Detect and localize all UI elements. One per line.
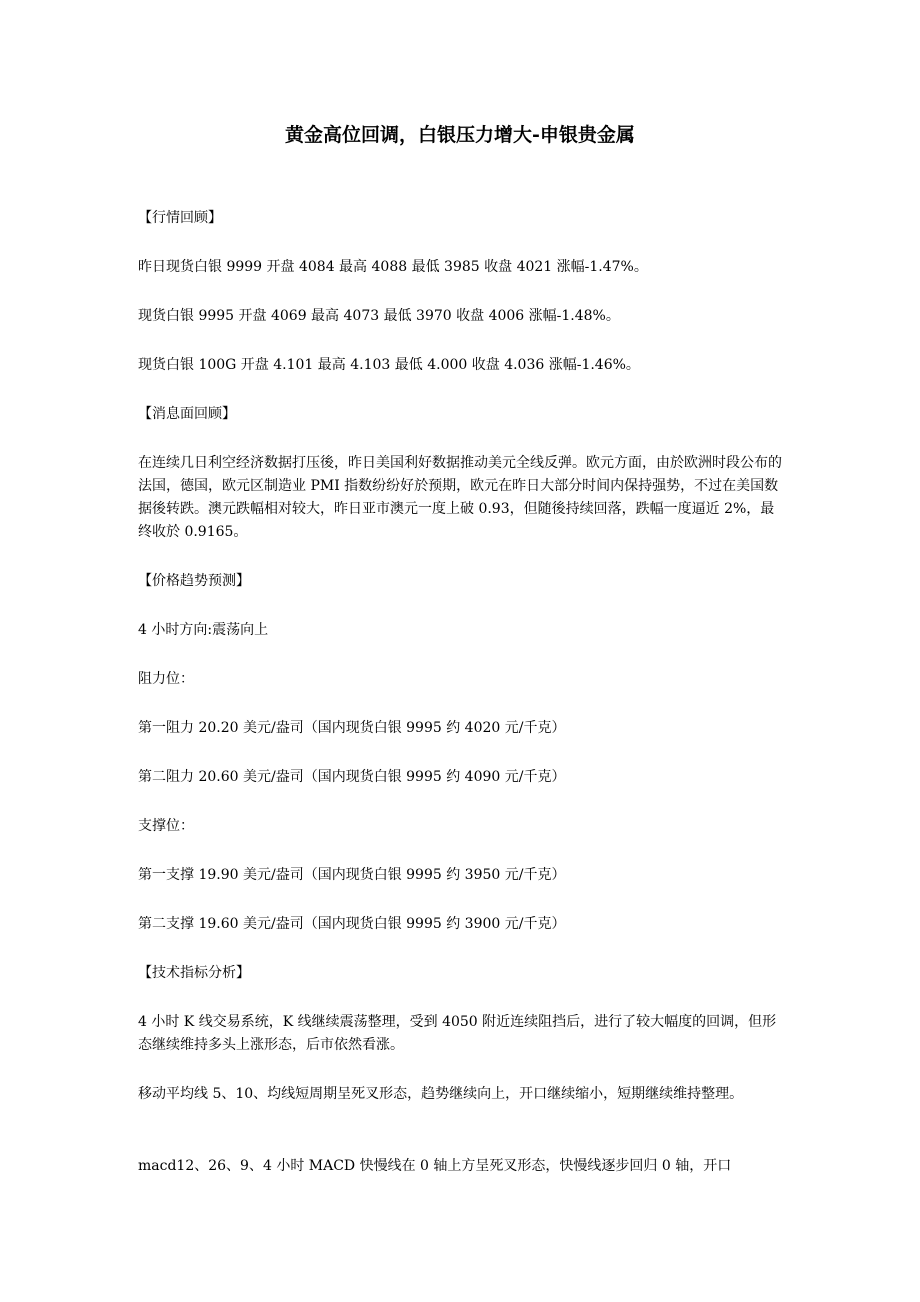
section-heading-news-review: 【消息面回顾】 — [138, 406, 236, 422]
section-heading-price-forecast: 【价格趋势预测】 — [138, 573, 250, 589]
section-heading-market-review: 【行情回顾】 — [138, 210, 222, 226]
paragraph-silver-100g: 现货白银 100G 开盘 4.101 最高 4.103 最低 4.000 收盘 4.036 涨幅-1.46%。 — [138, 357, 640, 373]
paragraph-silver-9995: 现货白银 9995 开盘 4069 最高 4073 最低 3970 收盘 4006 涨幅-1.48%。 — [138, 308, 620, 324]
paragraph-moving-average: 移动平均线 5、10、均线短周期呈死叉形态，趋势继续向上，开口继续缩小，短期继续维持整理。 — [138, 1086, 744, 1102]
paragraph-silver-9999: 昨日现货白银 9999 开盘 4084 最高 4088 最低 3985 收盘 4021 涨幅-1.47%。 — [138, 259, 648, 275]
paragraph-news-summary: 在连续几日利空经济数据打压後，昨日美国利好数据推动美元全线反弹。欧元方面，由於欧洲时段公布的法国，德国，欧元区制造业 PMI 指数纷纷好於预期，欧元在昨日大部分时间内保持强势，不过在美国数据後转跌。澳元跌幅相对较大，昨日亚市澳元一度上破 0.93，但随後持续回落，跌幅一度逼近 2%，最终收於 0.9165。 — [138, 455, 782, 540]
label-resistance: 阻力位： — [138, 671, 194, 687]
paragraph-support-1: 第一支撑 19.90 美元/盎司（国内现货白银 9995 约 3950 元/千克） — [138, 867, 566, 883]
label-support: 支撑位： — [138, 818, 194, 834]
paragraph-support-2: 第二支撑 19.60 美元/盎司（国内现货白银 9995 约 3900 元/千克） — [138, 916, 566, 932]
paragraph-resistance-1: 第一阻力 20.20 美元/盎司（国内现货白银 9995 约 4020 元/千克） — [138, 720, 566, 736]
section-heading-technical-analysis: 【技术指标分析】 — [138, 965, 250, 981]
paragraph-k-line: 4 小时 K 线交易系统，K 线继续震荡整理，受到 4050 附近连续阻挡后，进行了较大幅度的回调，但形态继续维持多头上涨形态，后市依然看涨。 — [138, 1014, 777, 1053]
paragraph-4h-direction: 4 小时方向:震荡向上 — [138, 622, 269, 638]
document-title: 黄金高位回调，白银压力增大-申银贵金属 — [285, 124, 635, 146]
paragraph-resistance-2: 第二阻力 20.60 美元/盎司（国内现货白银 9995 约 4090 元/千克） — [138, 769, 566, 785]
paragraph-macd: macd12、26、9、4 小时 MACD 快慢线在 0 轴上方呈死叉形态，快慢线逐步回归 0 轴，开口 — [138, 1158, 732, 1174]
